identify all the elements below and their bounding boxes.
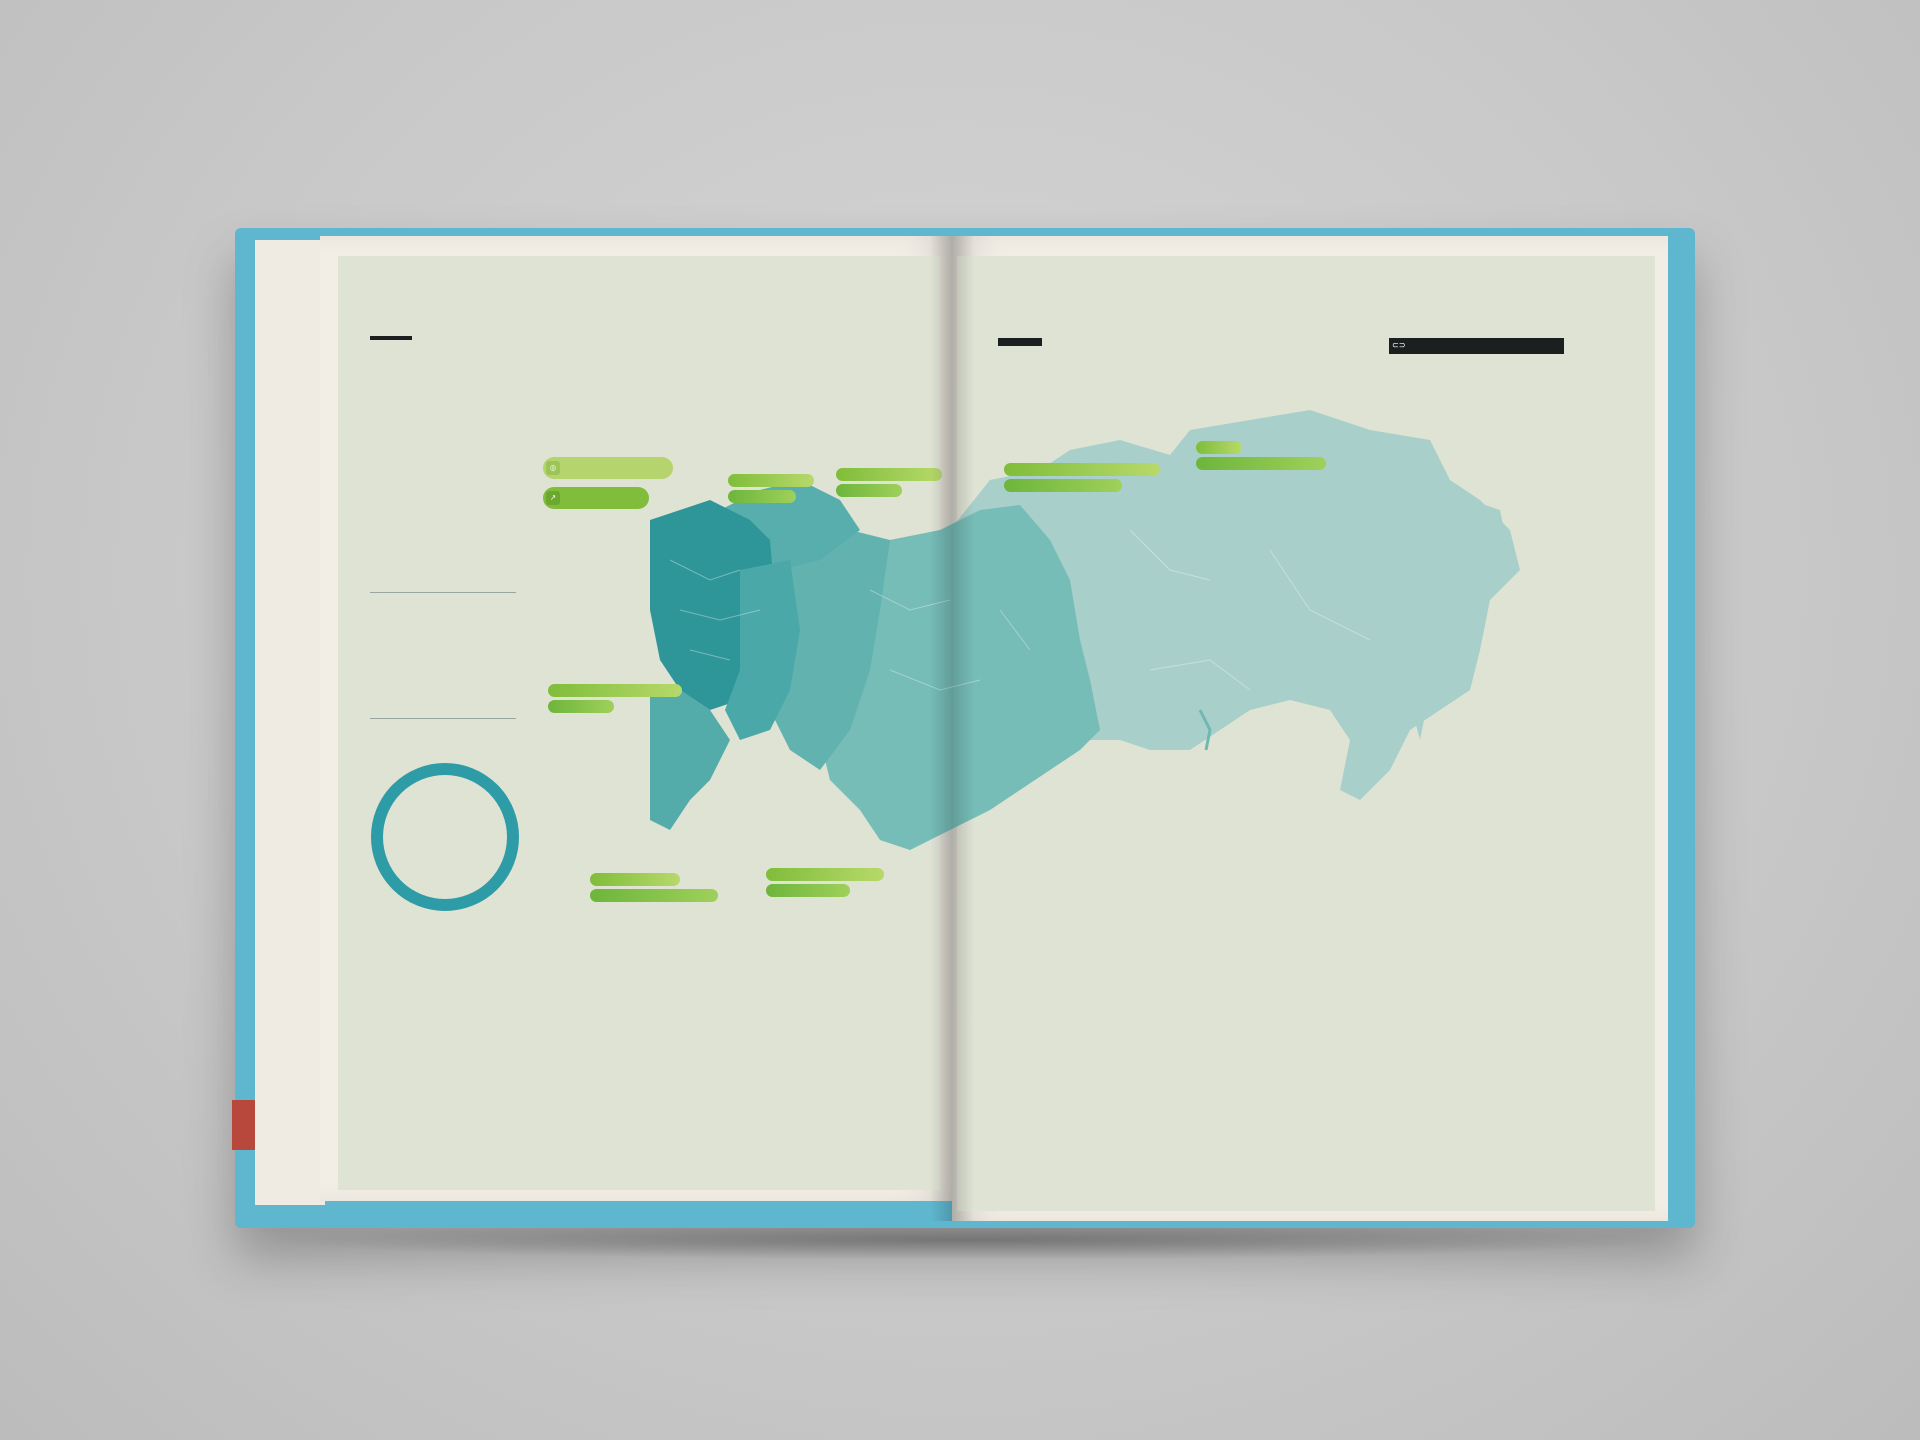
region-siberia-speed-bar xyxy=(1004,463,1160,476)
speed-icon: ◎ xyxy=(546,461,560,475)
legend-speed-pill xyxy=(543,457,673,479)
related-header-bar xyxy=(1389,338,1564,354)
region-fareast-growth-bar xyxy=(1196,457,1326,470)
divider xyxy=(370,718,516,719)
book-gutter xyxy=(930,236,974,1221)
region-volga-speed-bar xyxy=(766,868,884,881)
region-northwest-growth-bar xyxy=(728,490,796,503)
region-ural-growth-bar xyxy=(836,484,902,497)
growth-icon: ↗ xyxy=(546,491,560,505)
region-volga-growth-bar xyxy=(766,884,850,897)
region-south-speed-bar xyxy=(590,873,680,886)
region-siberia-growth-bar xyxy=(1004,479,1122,492)
region-ural-speed-bar xyxy=(836,468,942,481)
region-northwest-speed-bar xyxy=(728,474,814,487)
link-icon: ⊂⊃ xyxy=(1392,341,1406,351)
divider xyxy=(370,592,516,593)
map-south xyxy=(650,690,730,830)
region-fareast-speed-bar xyxy=(1196,441,1242,454)
sources-marker xyxy=(998,338,1042,346)
region-central-speed-bar xyxy=(548,684,682,697)
region-central-growth-bar xyxy=(548,700,614,713)
page-block xyxy=(255,240,325,1205)
region-south-growth-bar xyxy=(590,889,718,902)
chapter-underline xyxy=(370,336,412,340)
daily-users-donut xyxy=(365,757,525,917)
world-chart xyxy=(990,975,1610,1175)
